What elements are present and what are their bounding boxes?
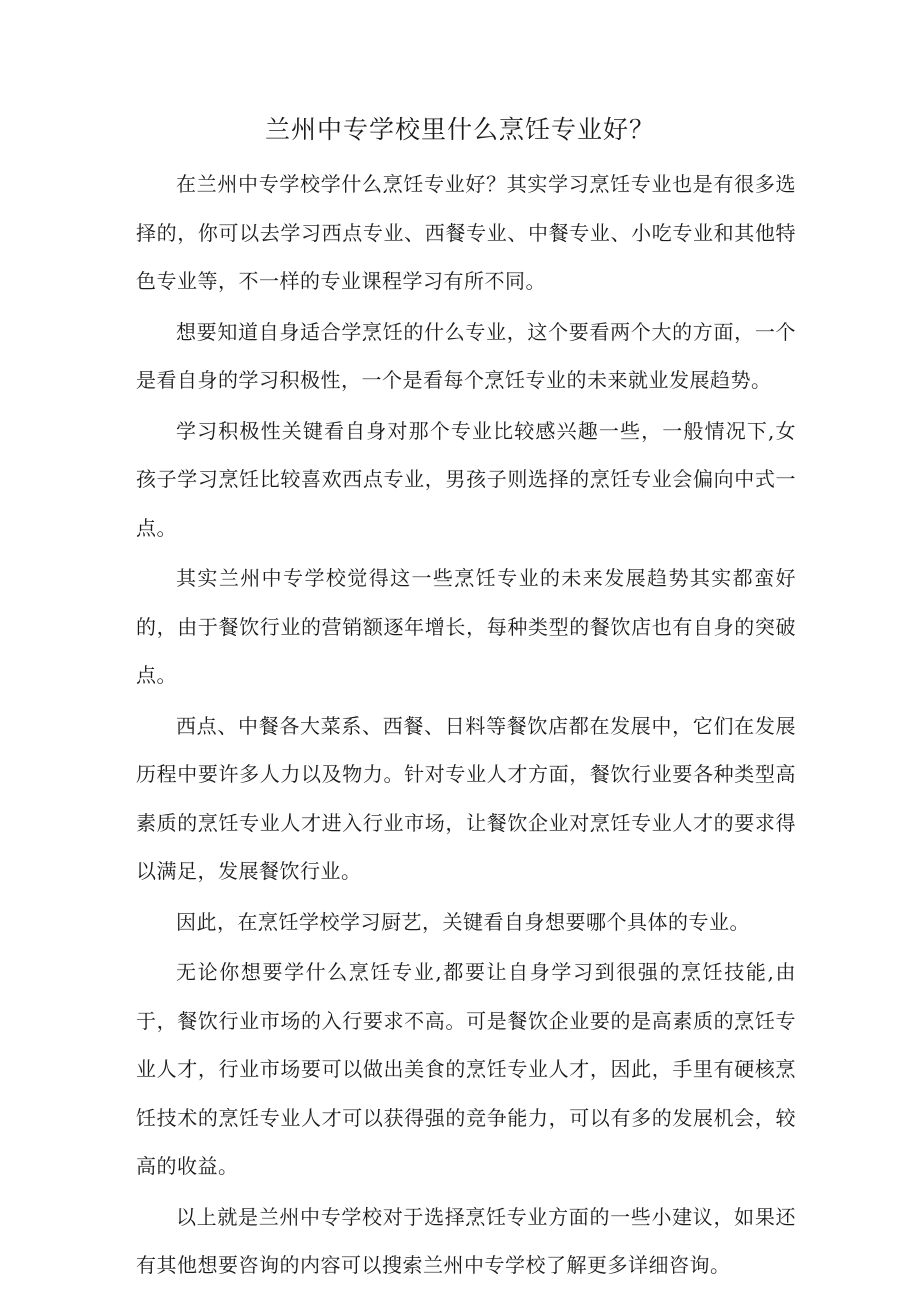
paragraph-2: 想要知道自身适合学烹饪的什么专业，这个要看两个大的方面，一个是看自身的学习积极性，一个是看每个烹饪专业的未来就业发展趋势。 (136, 319, 796, 392)
paragraph-3: 学习积极性关键看自身对那个专业比较感兴趣一些，一般情况下,女孩子学习烹饪比较喜欢西点专业，男孩子则选择的烹饪专业会偏向中式一点。 (136, 418, 796, 540)
paragraph-1: 在兰州中专学校学什么烹饪专业好？其实学习烹饪专业也是有很多选择的，你可以去学习西点专业、西餐专业、中餐专业、小吃专业和其他特色专业等，不一样的专业课程学习有所不同。 (136, 172, 796, 293)
paragraph-5: 西点、中餐各大菜系、西餐、日料等餐饮店都在发展中，它们在发展历程中要许多人力以及物力。针对专业人才方面，餐饮行业要各种类型高素质的烹饪专业人才进入行业市场，让餐饮企业对烹饪专业人才的要求得以满足，发展餐饮行业。 (136, 713, 796, 883)
page-title: 兰州中专学校里什么烹饪专业好？ (264, 115, 655, 144)
paragraph-6: 因此，在烹饪学校学习厨艺，关键看自身想要哪个具体的专业。 (176, 909, 750, 934)
paragraph-4: 其实兰州中专学校觉得这一些烹饪专业的未来发展趋势其实都蛮好的，由于餐饮行业的营销额逐年增长，每种类型的餐饮店也有自身的突破点。 (136, 566, 796, 687)
paragraph-8: 以上就是兰州中专学校对于选择烹饪专业方面的一些小建议，如果还有其他想要咨询的内容可以搜索兰州中专学校了解更多详细咨询。 (136, 1204, 796, 1277)
article-body (136, 160, 796, 1292)
paragraph-7: 无论你想要学什么烹饪专业,都要让自身学习到很强的烹饪技能,由于，餐饮行业市场的入行要求不高。可是餐饮企业要的是高素质的烹饪专业人才，行业市场要可以做出美食的烹饪专业人才，因此，手里有硬核烹饪技术的烹饪专业人才可以获得强的竞争能力，可以有多的发展机会，较高的收益。 (136, 960, 796, 1178)
